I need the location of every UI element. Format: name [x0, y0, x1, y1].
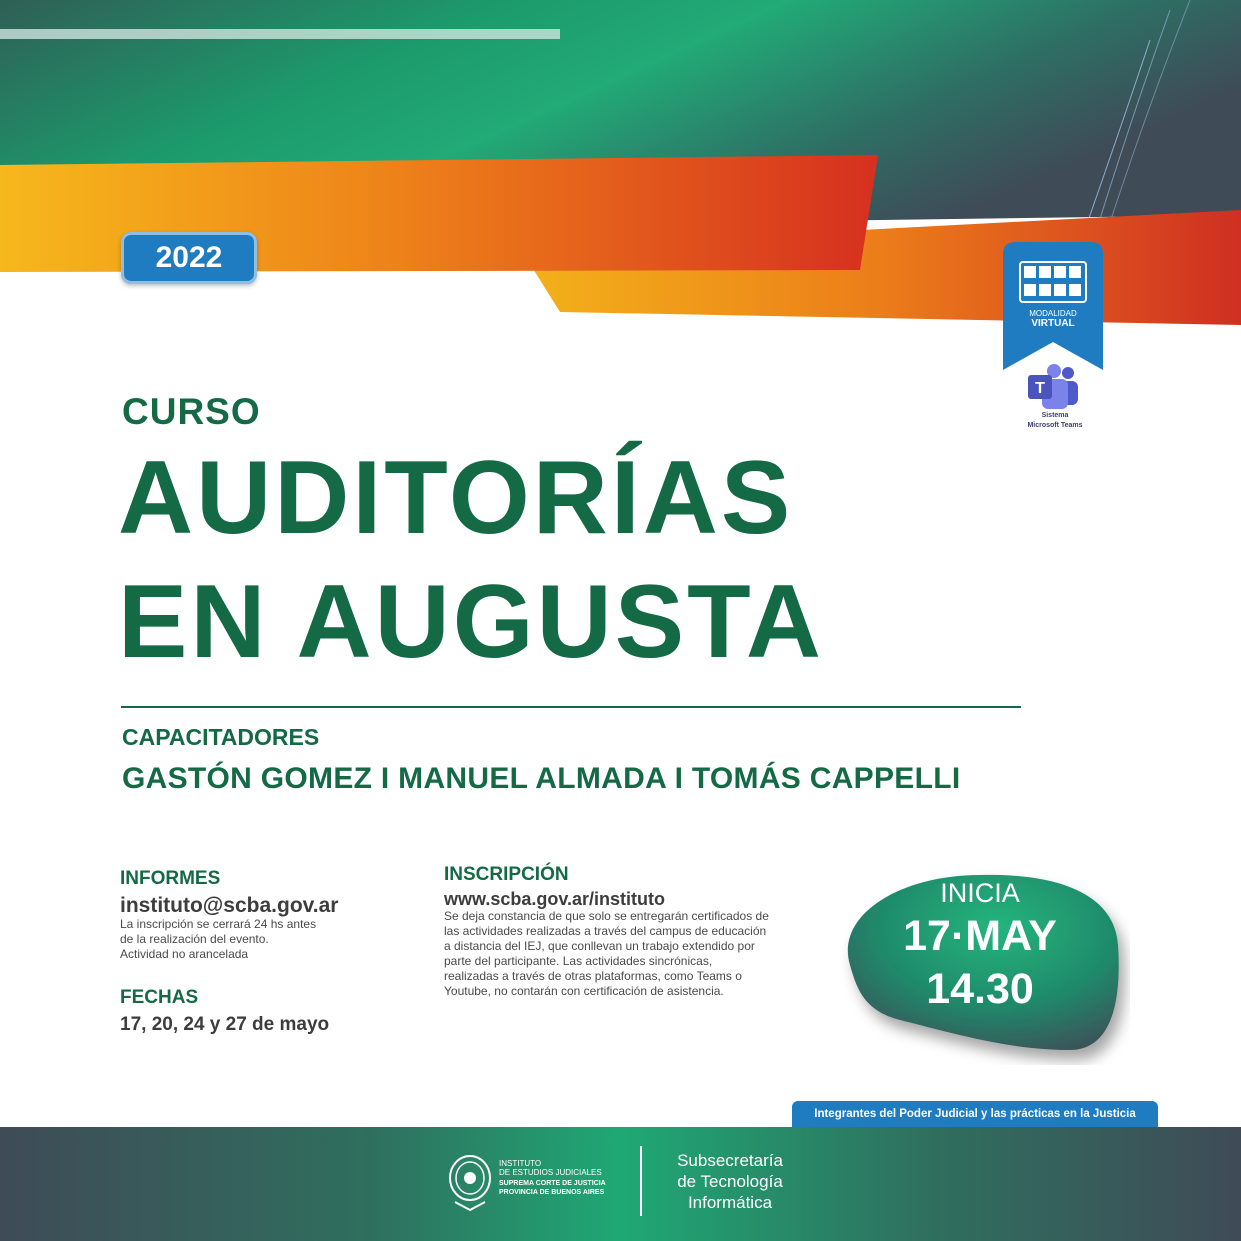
subsecretaria-line1: Subsecretaría: [677, 1151, 783, 1170]
iej-seal-logo: [447, 1152, 493, 1212]
inscripcion-note-line: realizadas a través de otras plataformas, como Teams o: [444, 969, 742, 983]
modality-label: MODALIDAD: [1029, 309, 1077, 318]
teams-caption-line2: Microsoft Teams: [1027, 422, 1083, 429]
start-label: INICIA: [940, 878, 1020, 908]
course-type-label: CURSO: [122, 391, 261, 432]
informes-note-line: La inscripción se cerrará 24 hs antes: [120, 917, 317, 931]
inscripcion-note-line: parte del participante. Las actividades sincrónicas,: [444, 954, 713, 968]
title-divider: [121, 706, 1021, 708]
iej-name-line2: DE ESTUDIOS JUDICIALES: [499, 1168, 602, 1177]
trainers-label: CAPACITADORES: [122, 724, 320, 750]
informes-note: [120, 917, 380, 962]
inscripcion-note-line: Se deja constancia de que solo se entregarán certificados de: [444, 909, 769, 923]
start-date: 17·MAY: [903, 912, 1057, 960]
svg-text:T: T: [1035, 380, 1045, 397]
informes-label: INFORMES: [120, 868, 221, 889]
contact-email[interactable]: instituto@scba.gov.ar: [120, 894, 339, 917]
inscripcion-url[interactable]: www.scba.gov.ar/instituto: [444, 889, 666, 909]
footer-divider: [640, 1146, 642, 1216]
teams-caption-line1: Sistema: [1041, 412, 1069, 419]
trainers-names: GASTÓN GOMEZ I MANUEL ALMADA I TOMÁS CAPPELLI: [122, 762, 961, 795]
fechas-value: 17, 20, 24 y 27 de mayo: [120, 1014, 330, 1035]
inscripcion-label: INSCRIPCIÓN: [444, 864, 569, 885]
inscripcion-note: [444, 909, 804, 999]
iej-name-line4: PROVINCIA DE BUENOS AIRES: [499, 1189, 605, 1196]
iej-name-line1: INSTITUTO: [499, 1159, 542, 1168]
audience-tag: Integrantes del Poder Judicial y las prácticas en la Justicia: [792, 1101, 1158, 1127]
inscripcion-note-line: a distancia del IEJ, que conllevan un trabajo extendido por: [444, 939, 755, 953]
inscripcion-note-line: Youtube, no contarán con certificación de asistencia.: [444, 984, 724, 998]
inscripcion-note-line: las actividades realizadas a través del campus de educación: [444, 924, 767, 938]
modality-value: VIRTUAL: [1031, 318, 1075, 329]
course-title-line1: AUDITORÍAS: [118, 440, 794, 556]
fechas-label: FECHAS: [120, 987, 199, 1008]
course-title-line2: EN AUGUSTA: [118, 564, 824, 680]
iej-name-line3: SUPREMA CORTE DE JUSTICIA: [499, 1180, 606, 1187]
informes-note-line: de la realización del evento.: [120, 932, 269, 946]
subsecretaria-line3: Informática: [687, 1193, 773, 1212]
subsecretaria-line2: de Tecnología: [677, 1172, 783, 1191]
informes-note-line: Actividad no arancelada: [120, 947, 249, 961]
footer-banner: [0, 1127, 1241, 1241]
virtual-modality-badge: [1003, 242, 1103, 374]
year-badge: 2022: [121, 232, 257, 284]
start-time: 14.30: [926, 965, 1034, 1013]
microsoft-teams-icon: [1024, 363, 1084, 413]
